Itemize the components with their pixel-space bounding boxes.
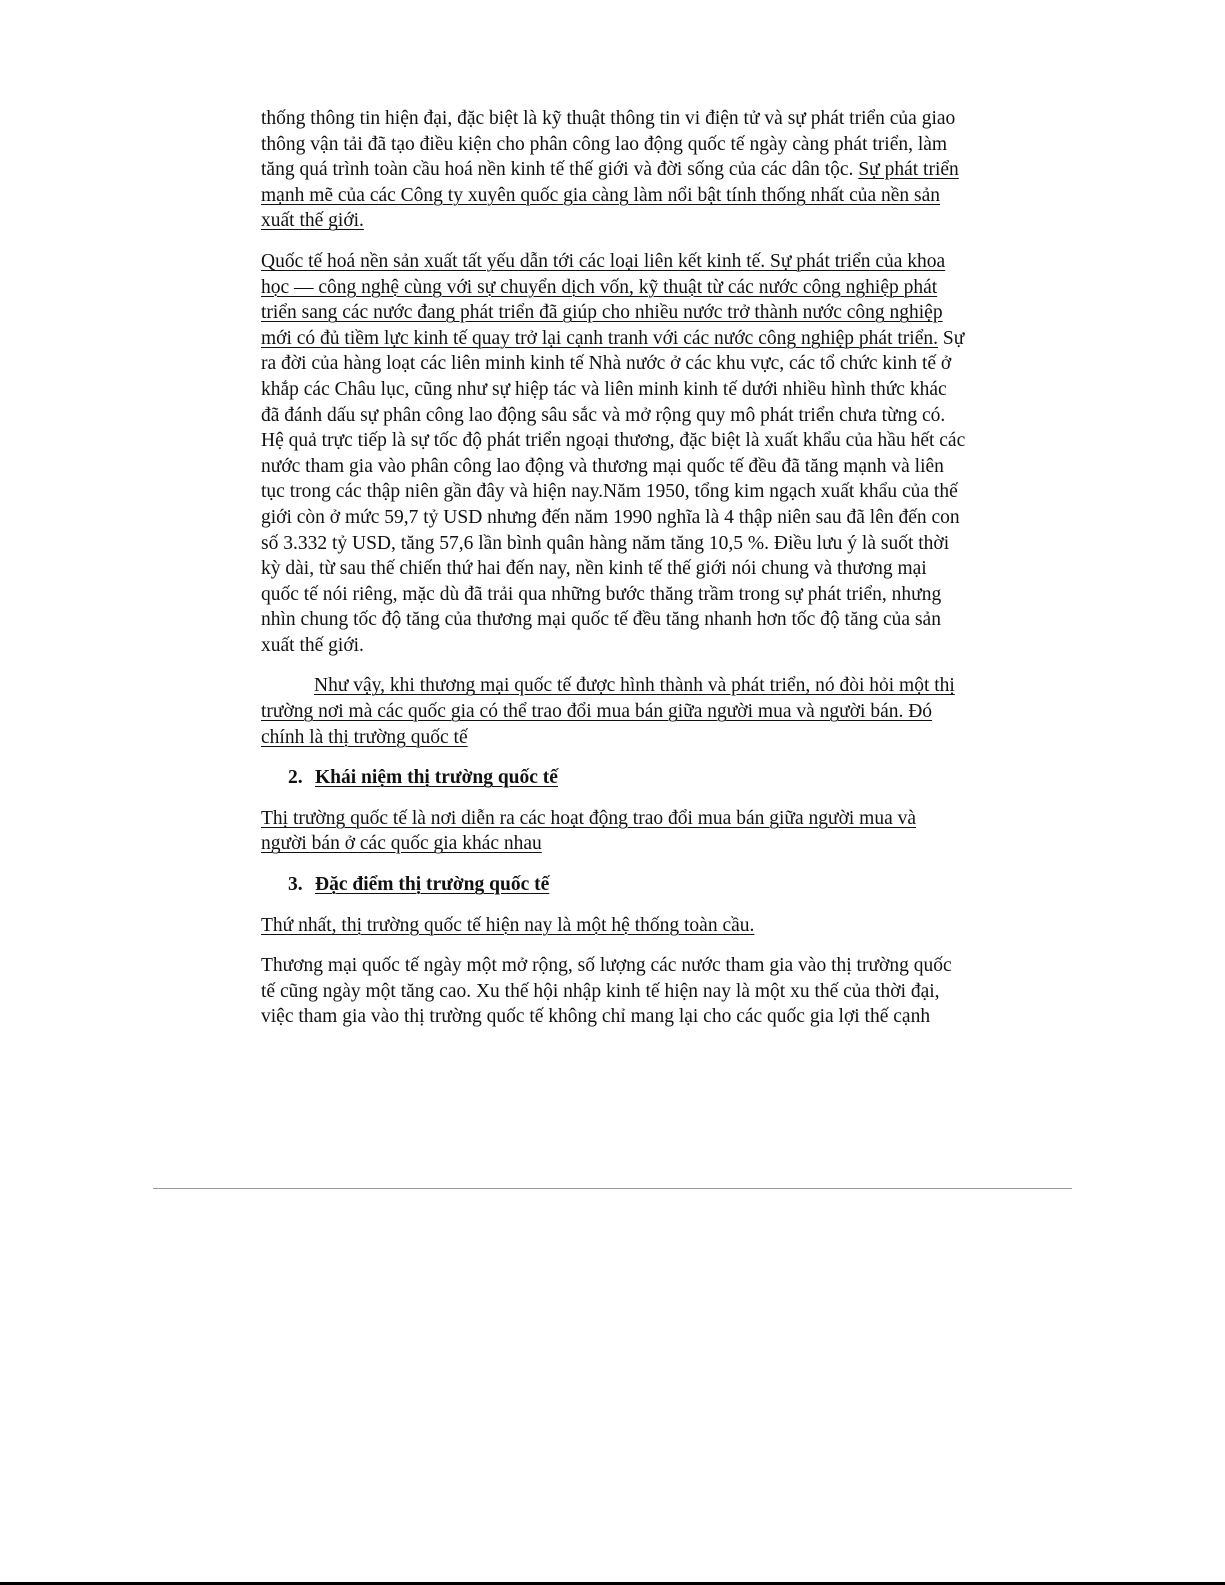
section-heading-3-title: Đặc điểm thị trường quốc tế — [315, 874, 550, 896]
section-heading-2-number: 2. — [288, 767, 303, 789]
paragraph-6 — [261, 953, 966, 1030]
section-heading-3 — [288, 872, 966, 898]
paragraph-1-text: thống thông tin hiện đại, đặc biệt là kỹ thuật thông tin vi điện tử và sự phát triển của giao thông vận tải đã tạo điều kiện cho phân công lao động quốc tế ngày càng phát triển, làm tăng quá trình toàn cầu hoá nền kinh tế thế giới và đời sống của các dân tộc. — [261, 108, 956, 181]
paragraph-5 — [261, 913, 966, 939]
paragraph-2-text: Sự ra đời của hàng loạt các liên minh kinh tế Nhà nước ở các khu vực, các tổ chức kinh tế ở khắp các Châu lục, cũng như sự hiệp tác và liên minh kinh tế dưới nhiều hình thức khác đã đánh dấu sự phân công lao động sâu sắc và mở rộng quy mô phát triển chưa từng có. Hệ quả trực tiếp là sự tốc độ phát triển ngoại thương, đặc biệt là xuất khẩu của hầu hết các nước tham gia vào phân công lao động và thương mại quốc tế đều đã tăng mạnh và liên tục trong các thập niên gần đây và hiện nay.Năm 1950, tổng kim ngạch xuất khẩu của thế giới còn ở mức 59,7 tỷ USD nhưng đến năm 1990 nghĩa là 4 thập niên sau đã lên đến con số 3.332 tỷ USD, tăng 57,6 lần bình quân hàng năm tăng 10,5 %. Điều lưu ý là suốt thời kỳ dài, từ sau thế chiến thứ hai đến nay, nền kinh tế thế giới nói chung và thương mại quốc tế nói riêng, mặc dù đã trải qua những bước thăng trầm trong sự phát triển, nhưng nhìn chung tốc độ tăng của thương mại quốc tế đều tăng nhanh hơn tốc độ tăng của sản xuất thế giới. — [261, 327, 966, 656]
paragraph-5-underlined-text: Thứ nhất, thị trường quốc tế hiện nay là một hệ thống toàn cầu. — [261, 914, 755, 936]
section-heading-3-number: 3. — [288, 874, 303, 896]
page-divider — [153, 1188, 1072, 1189]
paragraph-3-underlined-text: Như vậy, khi thương mại quốc tế được hình thành và phát triển, nó đòi hỏi một thị trường nơi mà các quốc gia có thể trao đổi mua bán giữa người mua và người bán. Đó chính là thị trường quốc tế — [261, 675, 955, 748]
paragraph-1-underlined-text: Sự phát triển mạnh mẽ của các Công ty xuyên quốc gia càng làm nổi bật tính thống nhất của nền sản xuất thế giới. — [261, 159, 959, 232]
section-heading-2-title: Khái niệm thị trường quốc tế — [315, 767, 558, 789]
paragraph-3 — [261, 673, 966, 750]
paragraph-1 — [261, 106, 966, 234]
document-body — [261, 106, 966, 1045]
paragraph-2 — [261, 249, 966, 659]
paragraph-4 — [261, 806, 966, 857]
paragraph-4-underlined-text: Thị trường quốc tế là nơi diễn ra các hoạt động trao đổi mua bán giữa người mua và người bán ở các quốc gia khác nhau — [261, 807, 917, 855]
section-heading-2 — [288, 765, 966, 791]
paragraph-2-underlined-text: Quốc tế hoá nền sản xuất tất yếu dẫn tới các loại liên kết kinh tế. Sự phát triển của khoa học — công nghệ cùng với sự chuyển dịch vốn, kỹ thuật từ các nước công nghiệp phát triển sang các nước đang phát triển đã giúp cho nhiều nước trở thành nước công nghiệp mới có đủ tiềm lực kinh tế quay trở lại cạnh tranh với các nước công nghiệp phát triển. — [261, 250, 946, 349]
paragraph-6-text: Thương mại quốc tế ngày một mở rộng, số lượng các nước tham gia vào thị trường quốc tế cũng ngày một tăng cao. Xu thế hội nhập kinh tế hiện nay là một xu thế của thời đại, việc tham gia vào thị trường quốc tế không chỉ mang lại cho các quốc gia lợi thế cạnh — [261, 955, 952, 1028]
